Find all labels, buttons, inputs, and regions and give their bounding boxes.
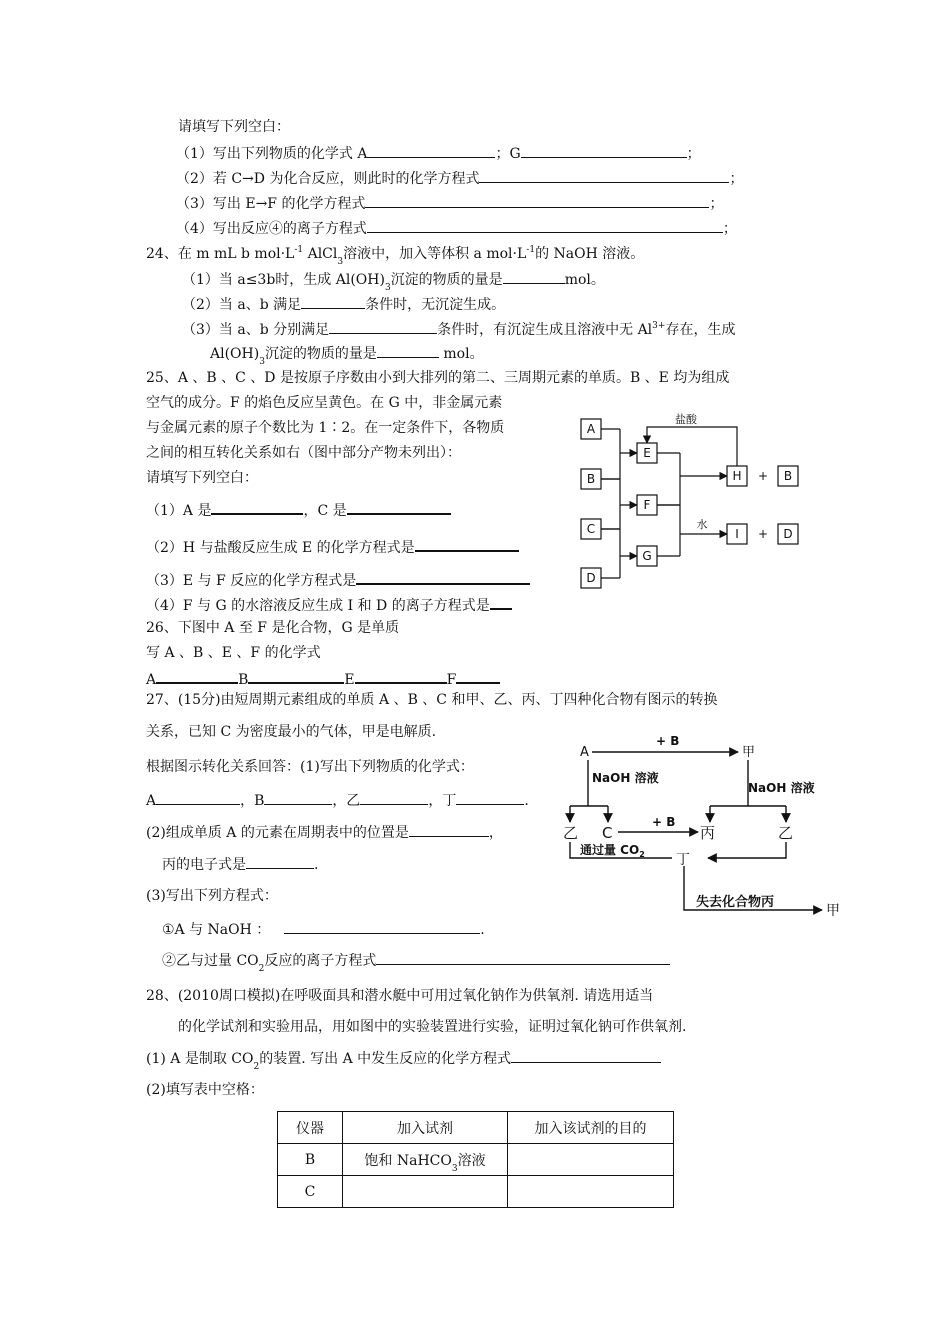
answer-blank[interactable] [211,500,303,515]
label-co2: 通过量 $CO_2$ [580,843,645,859]
q24-part2: （2）当 a、b 满足 条件时，无沉淀生成。 [182,297,506,313]
node-jia: 甲 [742,745,756,760]
label-lose-bing: 失去化合物丙 [696,895,775,910]
node-a: A [580,745,589,760]
q25-part2: （2）H 与盐酸反应生成 E 的化学方程式是 [146,537,519,557]
answer-blank-f[interactable] [456,669,500,684]
q27-part3: (3)写出下列方程式： [146,888,278,904]
q24-stem: 24、在 m mL b $mol\cdot L^{-1}$ AlCl$_3$溶液中，加入等体积 a $mol\cdot L^{-1}$的 NaOH 溶液。 [146,245,645,267]
box-c: C [586,522,596,536]
q27-flow-diagram [560,728,850,924]
box-e: E [643,446,651,460]
label-naoh-right: NaOH 溶液 [748,781,815,795]
q24-part3: （3）当 a、b 分别满足 条件时，有沉淀生成且溶液中无 $Al^{3+}$存在，生成 [182,321,736,338]
table-header: 加入该试剂的目的 [508,1112,674,1144]
q27-formulas: A ，B ，乙 ，丁 . [146,793,529,809]
answer-blank[interactable] [421,194,709,208]
product-b: B [783,469,793,483]
answer-blank-g[interactable] [521,144,687,158]
plus-sign: + [757,469,769,483]
node-bing: 丙 [700,824,716,842]
answer-blank[interactable] [479,169,545,183]
q24-part3-cont: $Al(OH)_3$沉淀的物质的量是 mol。 [210,346,484,367]
q25-part4: （4）F 与 G 的水溶液反应生成 I 和 D 的离子方程式是 [146,595,512,615]
q28-part2: (2)填写表中空格： [146,1082,264,1098]
reagent-table [277,1111,674,1208]
q23-part1: （1）写出下列物质的化学式 A ；G ； [176,146,701,162]
answer-blank-a[interactable] [367,144,495,158]
answer-blank[interactable] [409,823,489,837]
cell-purpose[interactable] [508,1176,674,1208]
q26-stem: 26、下图中 A 至 F 是化合物，G 是单质 [146,620,400,636]
box-d: D [586,571,596,585]
answer-blank[interactable] [415,537,519,552]
answer-blank[interactable] [456,791,524,805]
cell-reagent[interactable] [343,1176,508,1208]
answer-blank[interactable] [367,219,425,233]
answer-blank[interactable] [511,1049,661,1063]
q27-part3-1: ①A 与 NaOH ： . [162,922,485,938]
q24-part1: （1）当 a≤3b时，生成 $Al(OH)_3$沉淀的物质的量是 mol。 [182,272,605,293]
q28-stem1: 28、(2010周口模拟)在呼吸面具和潜水艇中可用过氧化钠作为供氧剂. 请选用适当 [146,988,654,1004]
box-b: B [586,472,596,486]
answer-blank[interactable] [376,951,670,965]
q26-answers: A B E F [146,669,500,689]
q26-line2: 写 A 、B 、E 、F 的化学式 [146,645,321,661]
q25-intro: 请填写下列空白： [146,470,258,486]
box-i: I [735,527,739,541]
answer-blank-a[interactable] [156,669,238,684]
cell-reagent[interactable]: 饱和 NaHCO$_3$溶液 [343,1144,508,1176]
answer-blank[interactable] [347,500,451,515]
q27-line3: 根据图示转化关系回答：(1)写出下列物质的化学式： [146,759,474,775]
box-f: F [643,498,651,512]
answer-blank[interactable] [301,295,365,309]
label-plus-b: + B [652,815,676,829]
label-naoh-left: NaOH 溶液 [592,771,659,785]
answer-blank[interactable] [156,791,240,805]
q25-flow-diagram [576,407,808,593]
label-water: 水 [696,518,708,531]
q23-intro: 请填写下列空白： [178,119,290,135]
q27-part2: (2)组成单质 A 的元素在周期表中的位置是 ， [146,825,503,841]
q27-part2-cont: 丙的电子式是 . [162,857,319,873]
table-row [278,1144,674,1176]
node-yi: 乙 [563,824,579,842]
answer-blank[interactable] [365,194,421,208]
answer-blank[interactable] [545,169,729,183]
q25-part1: （1）A 是 ，C 是 [146,500,451,520]
q28-stem2: 的化学试剂和实验用品，用如图中的实验装置进行实验，证明过氧化钠可作供氧剂. [178,1019,687,1035]
answer-blank[interactable] [490,595,512,610]
answer-blank[interactable] [284,920,480,934]
node-c: C [602,824,613,842]
cell-instrument: B [278,1144,343,1176]
label-plus-b: + B [656,734,680,748]
node-ding: 丁 [676,852,690,868]
answer-blank[interactable] [360,791,428,805]
answer-blank[interactable] [377,344,439,358]
answer-blank[interactable] [425,219,723,233]
plus-sign: + [757,527,769,541]
q25-part3: （3）E 与 F 反应的化学方程式是 [146,570,530,590]
node-jia-final: 甲 [826,903,840,919]
table-header: 加入试剂 [343,1112,508,1144]
cell-purpose[interactable] [508,1144,674,1176]
q25-stem1: 25、A 、B 、C 、D 是按原子序数由小到大排列的第二、三周期元素的单质。B 、E 均为组成 [146,370,730,386]
label-hcl: 盐酸 [675,413,697,426]
q25-stem4: 之间的相互转化关系如右（图中部分产物未列出）： [146,445,461,461]
table-header: 仪器 [278,1112,343,1144]
q23-part3: （3）写出 E→F 的化学方程式 ； [176,196,724,212]
table-row [278,1176,674,1208]
node-yi-right: 乙 [778,824,794,842]
q25-stem2: 空气的成分。F 的焰色反应呈黄色。在 G 中，非金属元素 [146,395,503,411]
box-h: H [732,469,742,483]
q25-stem3: 与金属元素的原子个数比为 1∶2。在一定条件下，各物质 [146,420,505,436]
q23-part4: （4）写出反应④的离子方程式 ； [176,221,737,237]
answer-blank-e[interactable] [355,669,447,684]
product-d: D [783,527,793,541]
box-a: A [586,422,596,436]
cell-instrument: C [278,1176,343,1208]
answer-blank-b[interactable] [248,669,344,684]
q23-part2: （2）若 C→D 为化合反应，则此时的化学方程式 ； [176,171,744,187]
box-g: G [642,549,652,563]
answer-blank[interactable] [246,855,314,869]
q27-part3-2: ②乙与过量 $CO_2$反应的离子方程式 [162,951,670,972]
answer-blank[interactable] [503,270,565,284]
answer-blank[interactable] [356,570,530,585]
answer-blank[interactable] [329,320,437,334]
q28-part1: (1) A 是制取 $CO_2$的装置. 写出 A 中发生反应的化学方程式 [146,1049,661,1070]
q27-stem2: 关系，已知 C 为密度最小的气体，甲是电解质. [146,724,437,740]
answer-blank[interactable] [264,791,332,805]
q27-stem1: 27、(15分)由短周期元素组成的单质 A 、B 、C 和甲、乙、丙、丁四种化合物有图示的转换 [146,692,718,708]
